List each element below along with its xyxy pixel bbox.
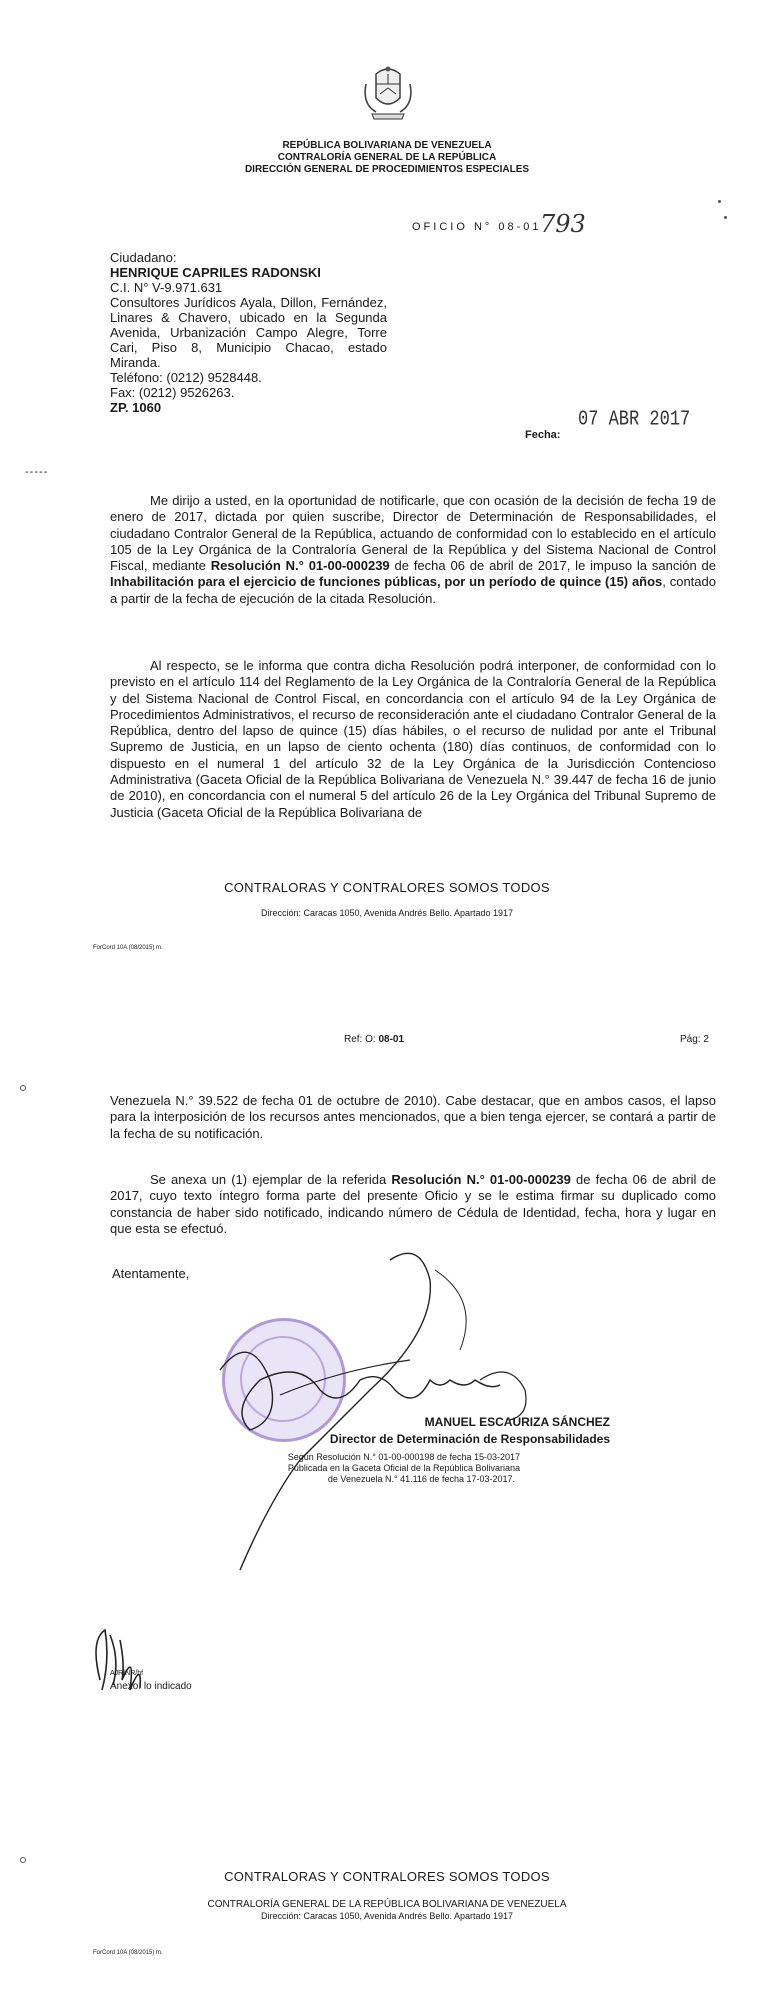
oficio-handwritten-number: 793 (540, 210, 586, 238)
page2-footer-institution: CONTRALORÍA GENERAL DE LA REPÚBLICA BOLIVARIANA DE VENEZUELA (207, 1899, 567, 1910)
scan-ring (20, 1085, 26, 1091)
signer-name: MANUEL ESCAURIZA SÁNCHEZ (424, 1415, 610, 1429)
recipient-zp: ZP. 1060 (110, 400, 162, 415)
initials-text: AJR/NR/hf (110, 1670, 144, 1677)
scan-dot (718, 200, 721, 203)
signer-title: Director de Determinación de Responsabilidades (329, 1432, 610, 1446)
page2-ref: Ref: O: 08-01 (344, 1034, 405, 1045)
page2-page-number: Pág: 2 (680, 1034, 709, 1045)
scan-ring (20, 1857, 26, 1863)
oficio-label: OFICIO N° 08-01 (412, 221, 542, 233)
page2-footer-address: Dirección: Caracas 1050, Avenida Andrés Bello. Apartado 1917 (261, 1911, 513, 1921)
signer-note-3: de Venezuela N.° 41.116 de fecha 17-03-2017. (327, 1474, 515, 1484)
recipient-ci: C.I. N° V-9.971.631 (110, 280, 223, 295)
signer-note-1: Según Resolución N.° 01-00-000198 de fecha 15-03-2017 (287, 1452, 520, 1462)
recipient-block (110, 250, 387, 415)
recipient-address: Consultores Jurídicos Ayala, Dillon, Fernández, Linares & Chavero, ubicado en la Segunda Avenida, Urbanización Campo Alegre, Torre Cari, Piso 8, Municipio Chacao, estado Miranda. (110, 295, 387, 370)
header-contraloria: CONTRALORÍA GENERAL DE LA REPÚBLICA (277, 152, 497, 163)
annex-text: Anexo: lo indicado (110, 1681, 192, 1692)
page1-motto: CONTRALORAS Y CONTRALORES SOMOS TODOS (224, 880, 550, 895)
page2-form-code: ForCord 10A (08/2015) m. (93, 1950, 163, 1956)
recipient-name: HENRIQUE CAPRILES RADONSKI (110, 265, 321, 280)
page2-paragraph-1: Venezuela N.° 39.522 de fecha 01 de octubre de 2010). Cabe destacar, que en ambos casos, el lapso para la interposición de los recursos antes mencionados, que a bien tenga ejercer, se contará a partir de la fecha de su notificación. (110, 1093, 716, 1141)
page1-address: Dirección: Caracas 1050, Avenida Andrés Bello. Apartado 1917 (261, 908, 513, 918)
page1-form-code: ForCord 10A (08/2015) m. (93, 945, 163, 951)
recipient-salutation: Ciudadano: (110, 250, 177, 265)
signer-note-2: Publicada en la Gaceta Oficial de la República Bolivariana (287, 1463, 520, 1473)
page1-paragraph-2: Al respecto, se le informa que contra dicha Resolución podrá interponer, de conformidad con lo previsto en el artículo 114 del Reglamento de la Ley Orgánica de la Contraloría General de la República y del Sistema Nacional de Control Fiscal, en concordancia con el artículo 94 de la Ley Orgánica de Procedimientos Administrativos, el recurso de reconsideración ante el ciudadano Contralor General de la República, dentro del lapso de quince (15) días hábiles, o el recurso de nulidad por ante el Tribunal Supremo de Justicia, en un lapso de ciento ochenta (180) días continuos, de conformidad con lo dispuesto en el numeral 1 del artículo 32 de la Ley Orgánica de la Jurisdicción Contencioso Administrativa (Gaceta Oficial de la República Bolivariana de Venezuela N.° 39.447 de fecha 16 de junio de 2010), en concordancia con el numeral 5 del artículo 26 de la Ley Orgánica del Tribunal Supremo de Justicia (Gaceta Oficial de la República Bolivariana de (110, 658, 716, 820)
date-label: Fecha: (525, 429, 561, 441)
header-republic: REPÚBLICA BOLIVARIANA DE VENEZUELA (282, 140, 492, 151)
separator-dashes: ----- (25, 466, 49, 478)
page1-paragraph-1: Me dirijo a usted, en la oportunidad de notificarle, que con ocasión de la decisión de fecha 19 de enero de 2017, dictada por quien suscribe, Director de Determinación de Responsabilidades, el ciudadano Contralor General de la República, actuando de conformidad con lo establecido en el artículo 105 de la Ley Orgánica de la Contraloría General de la República y del Sistema Nacional de Control Fiscal, mediante Resolución N.° 01-00-000239 de fecha 06 de abril de 2017, le impuso la sanción de Inhabilitación para el ejercicio de funciones públicas, por un período de quince (15) años, contado a partir de la fecha de ejecución de la citada Resolución. (110, 493, 716, 606)
scan-dot (724, 216, 727, 219)
coat-of-arms-icon (362, 64, 414, 122)
page2-paragraph-2: Se anexa un (1) ejemplar de la referida Resolución N.° 01-00-000239 de fecha 06 de abril de 2017, cuyo texto íntegro forma parte del presente Oficio y se le estima firmar su duplicado como constancia de haber sido notificado, indicando número de Cédula de Identidad, fecha, hora y lugar en que esta se efectuó. (110, 1172, 717, 1236)
recipient-phone: Teléfono: (0212) 9528448. (110, 370, 262, 385)
closing-text: Atentamente, (112, 1266, 190, 1281)
page2-motto: CONTRALORAS Y CONTRALORES SOMOS TODOS (224, 1869, 550, 1884)
header-direccion: DIRECCIÓN GENERAL DE PROCEDIMIENTOS ESPECIALES (244, 164, 530, 175)
recipient-fax: Fax: (0212) 9526263. (110, 385, 235, 400)
date-stamp: 07 ABR 2017 (578, 408, 691, 432)
